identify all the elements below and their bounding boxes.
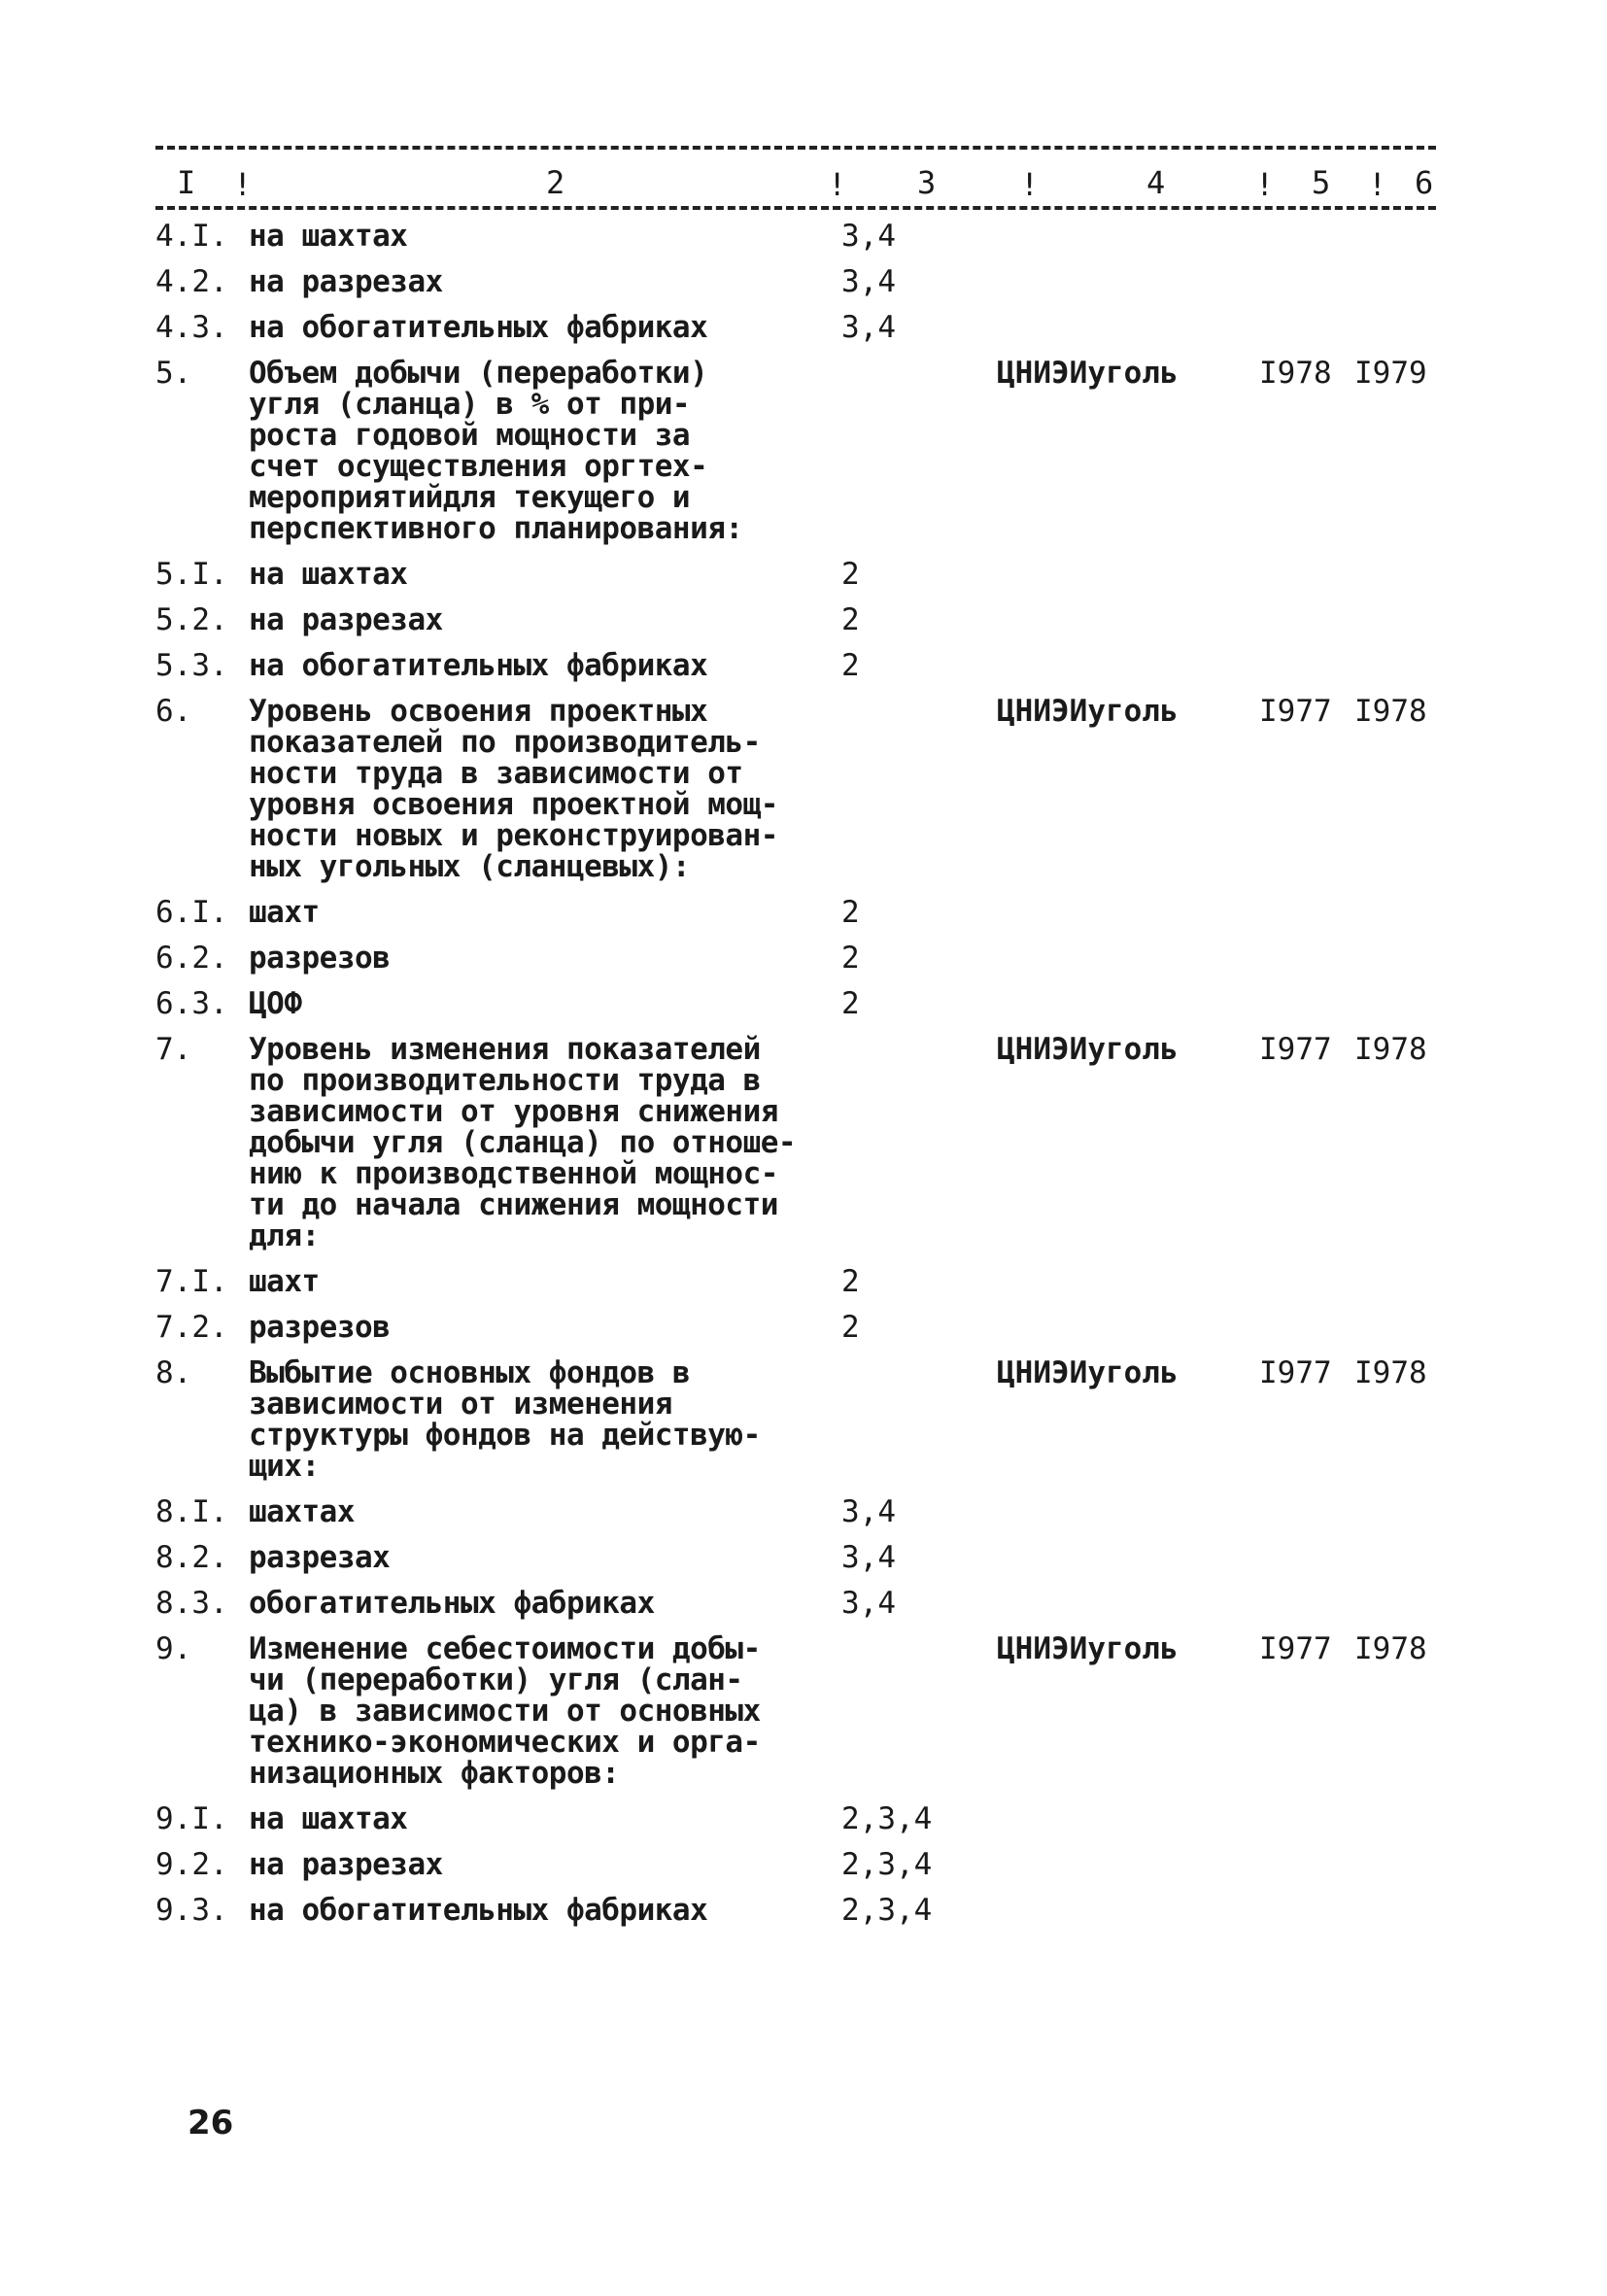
row-description: разрезах <box>249 1540 391 1575</box>
row-start-year <box>1259 1305 1354 1351</box>
row-start-year <box>1259 1490 1354 1535</box>
row-description: на обогатительных фабриках <box>249 1893 708 1928</box>
row-start-year <box>1259 1797 1354 1842</box>
row-organization <box>997 981 1259 1027</box>
row-source-forms: 2 <box>841 648 860 683</box>
row-end-year: I978 <box>1354 1032 1427 1067</box>
row-number: 4.I. <box>155 219 228 254</box>
row-number: 4.3. <box>155 310 228 345</box>
row-number: 6.2. <box>155 941 228 976</box>
row-end-year: I978 <box>1354 1355 1427 1390</box>
table-row <box>155 1627 1457 1797</box>
table-row <box>155 214 1457 259</box>
row-end-year <box>1354 643 1457 689</box>
header-col-1: I <box>177 164 197 201</box>
row-source-forms: 2 <box>841 602 860 637</box>
row-number: 6.I. <box>155 895 228 930</box>
table-row <box>155 936 1457 981</box>
row-number: 6. <box>155 694 192 729</box>
row-description: на шахтах <box>249 1801 408 1836</box>
row-organization <box>997 890 1259 936</box>
row-start-year <box>1259 552 1354 598</box>
row-number: 8.3. <box>155 1586 228 1621</box>
row-source-forms: 2,3,4 <box>841 1893 933 1928</box>
row-number: 7.2. <box>155 1310 228 1345</box>
row-source-forms: 2 <box>841 986 860 1021</box>
row-start-year <box>1259 214 1354 259</box>
row-number: 9. <box>155 1631 192 1666</box>
table-row <box>155 1797 1457 1842</box>
row-description: Объем добычи (переработки) угля (сланца) в % от при- роста годовой мощности за счет осуществления оргтех- мероприятийдля текущего и перспективного планирования: <box>249 356 743 546</box>
row-start-year: I977 <box>1259 1032 1332 1067</box>
row-description: Уровень освоения проектных показателей по производитель- ности труда в зависимости от уровня освоения проектной мощ- ности новых и реконструирован- ных угольных (сланцевых): <box>249 694 778 884</box>
header-top-rule <box>155 146 1436 150</box>
row-description: на разрезах <box>249 1847 443 1882</box>
row-organization: ЦНИЭИуголь <box>997 356 1179 391</box>
row-description: шахтах <box>249 1494 355 1529</box>
table-row <box>155 1351 1457 1490</box>
row-start-year <box>1259 890 1354 936</box>
row-number: 5.2. <box>155 602 228 637</box>
row-source-forms: 2 <box>841 895 860 930</box>
indicator-table-body <box>155 214 1457 1934</box>
row-start-year <box>1259 598 1354 643</box>
row-organization: ЦНИЭИуголь <box>997 694 1179 729</box>
row-start-year <box>1259 1259 1354 1305</box>
row-organization <box>997 936 1259 981</box>
row-description: на разрезах <box>249 264 443 299</box>
row-source-forms: 3,4 <box>841 1540 896 1575</box>
row-start-year: I977 <box>1259 1355 1332 1390</box>
row-description: на шахтах <box>249 219 408 254</box>
indicator-table <box>155 214 1457 1934</box>
header-col-6: 6 <box>1415 164 1435 201</box>
table-row <box>155 351 1457 552</box>
row-description: на шахтах <box>249 557 408 592</box>
row-number: 9.I. <box>155 1801 228 1836</box>
row-number: 5.3. <box>155 648 228 683</box>
header-col-5: 5 <box>1312 164 1332 201</box>
row-description: шахт <box>249 895 320 930</box>
row-source-forms: 2 <box>841 1310 860 1345</box>
row-end-year <box>1354 1305 1457 1351</box>
row-organization <box>997 1305 1259 1351</box>
row-source-forms: 2,3,4 <box>841 1801 933 1836</box>
row-organization <box>997 1842 1259 1888</box>
row-organization: ЦНИЭИуголь <box>997 1032 1179 1067</box>
row-end-year <box>1354 1581 1457 1627</box>
row-organization <box>997 214 1259 259</box>
row-organization <box>997 1535 1259 1581</box>
row-start-year: I977 <box>1259 1631 1332 1666</box>
row-source-forms: 3,4 <box>841 310 896 345</box>
row-organization <box>997 598 1259 643</box>
header-bottom-rule <box>155 206 1436 210</box>
row-end-year <box>1354 1842 1457 1888</box>
header-separator: ! <box>1020 166 1040 203</box>
row-source-forms <box>841 1351 997 1490</box>
header-col-2: 2 <box>546 164 566 201</box>
row-number: 8. <box>155 1355 192 1390</box>
row-start-year <box>1259 259 1354 305</box>
row-number: 8.I. <box>155 1494 228 1529</box>
table-row <box>155 981 1457 1027</box>
table-row <box>155 1842 1457 1888</box>
row-end-year: I978 <box>1354 694 1427 729</box>
row-end-year <box>1354 214 1457 259</box>
row-source-forms <box>841 351 997 552</box>
row-description: Уровень изменения показателей по производительности труда в зависимости от уровня снижения добычи угля (сланца) по отноше- нию к производственной мощнос- ти до начала снижения мощности для: <box>249 1032 797 1253</box>
row-description: обогатительных фабриках <box>249 1586 655 1621</box>
row-description: Выбытие основных фондов в зависимости от изменения структуры фондов на действую- щих: <box>249 1355 761 1484</box>
row-source-forms: 2 <box>841 941 860 976</box>
row-source-forms <box>841 1027 997 1259</box>
row-organization <box>997 1581 1259 1627</box>
row-number: 4.2. <box>155 264 228 299</box>
table-row <box>155 552 1457 598</box>
row-end-year: I979 <box>1354 356 1427 391</box>
row-end-year <box>1354 936 1457 981</box>
row-description: на обогатительных фабриках <box>249 648 708 683</box>
row-organization <box>997 259 1259 305</box>
row-description: Изменение себестоимости добы- чи (переработки) угля (слан- ца) в зависимости от основных технико-экономических и орга- низационных факторов: <box>249 1631 761 1791</box>
row-number: 8.2. <box>155 1540 228 1575</box>
row-end-year <box>1354 981 1457 1027</box>
row-start-year <box>1259 305 1354 351</box>
row-end-year <box>1354 1259 1457 1305</box>
table-row <box>155 689 1457 890</box>
row-source-forms: 2,3,4 <box>841 1847 933 1882</box>
row-description: разрезов <box>249 1310 391 1345</box>
table-row <box>155 890 1457 936</box>
row-organization <box>997 643 1259 689</box>
table-row <box>155 1259 1457 1305</box>
row-end-year <box>1354 1490 1457 1535</box>
table-row <box>155 259 1457 305</box>
page-number: 26 <box>188 2104 234 2142</box>
row-source-forms: 3,4 <box>841 1494 896 1529</box>
row-number: 7.I. <box>155 1264 228 1299</box>
row-source-forms: 3,4 <box>841 264 896 299</box>
table-row <box>155 1581 1457 1627</box>
row-organization <box>997 1490 1259 1535</box>
header-separator: ! <box>1368 166 1387 203</box>
row-description: ЦОФ <box>249 986 302 1021</box>
row-end-year: I978 <box>1354 1631 1427 1666</box>
row-source-forms <box>841 1627 997 1797</box>
table-row <box>155 1027 1457 1259</box>
row-start-year: I977 <box>1259 694 1332 729</box>
table-row <box>155 598 1457 643</box>
row-description: на обогатительных фабриках <box>249 310 708 345</box>
row-organization <box>997 1259 1259 1305</box>
row-organization <box>997 305 1259 351</box>
row-organization: ЦНИЭИуголь <box>997 1631 1179 1666</box>
header-separator: ! <box>233 166 253 203</box>
row-source-forms: 3,4 <box>841 1586 896 1621</box>
row-number: 6.3. <box>155 986 228 1021</box>
row-start-year <box>1259 936 1354 981</box>
table-row <box>155 643 1457 689</box>
row-end-year <box>1354 552 1457 598</box>
row-start-year <box>1259 643 1354 689</box>
row-end-year <box>1354 598 1457 643</box>
table-row <box>155 1888 1457 1934</box>
row-source-forms <box>841 689 997 890</box>
row-number: 5. <box>155 356 192 391</box>
row-description: шахт <box>249 1264 320 1299</box>
row-start-year: I978 <box>1259 356 1332 391</box>
row-description: разрезов <box>249 941 391 976</box>
row-end-year <box>1354 1888 1457 1934</box>
row-number: 9.3. <box>155 1893 228 1928</box>
row-number: 9.2. <box>155 1847 228 1882</box>
table-row <box>155 1535 1457 1581</box>
row-start-year <box>1259 1581 1354 1627</box>
table-row <box>155 305 1457 351</box>
row-start-year <box>1259 981 1354 1027</box>
row-end-year <box>1354 259 1457 305</box>
row-end-year <box>1354 1535 1457 1581</box>
row-organization <box>997 552 1259 598</box>
row-start-year <box>1259 1535 1354 1581</box>
row-number: 7. <box>155 1032 192 1067</box>
row-end-year <box>1354 305 1457 351</box>
row-end-year <box>1354 890 1457 936</box>
table-row <box>155 1490 1457 1535</box>
row-source-forms: 2 <box>841 557 860 592</box>
header-separator: ! <box>1255 166 1275 203</box>
row-start-year <box>1259 1842 1354 1888</box>
row-start-year <box>1259 1888 1354 1934</box>
row-organization <box>997 1888 1259 1934</box>
table-row <box>155 1305 1457 1351</box>
row-source-forms: 2 <box>841 1264 860 1299</box>
row-number: 5.I. <box>155 557 228 592</box>
header-col-3: 3 <box>917 164 938 201</box>
row-source-forms: 3,4 <box>841 219 896 254</box>
row-description: на разрезах <box>249 602 443 637</box>
row-organization: ЦНИЭИуголь <box>997 1355 1179 1390</box>
header-col-4: 4 <box>1146 164 1167 201</box>
header-separator: ! <box>828 166 847 203</box>
row-organization <box>997 1797 1259 1842</box>
row-end-year <box>1354 1797 1457 1842</box>
